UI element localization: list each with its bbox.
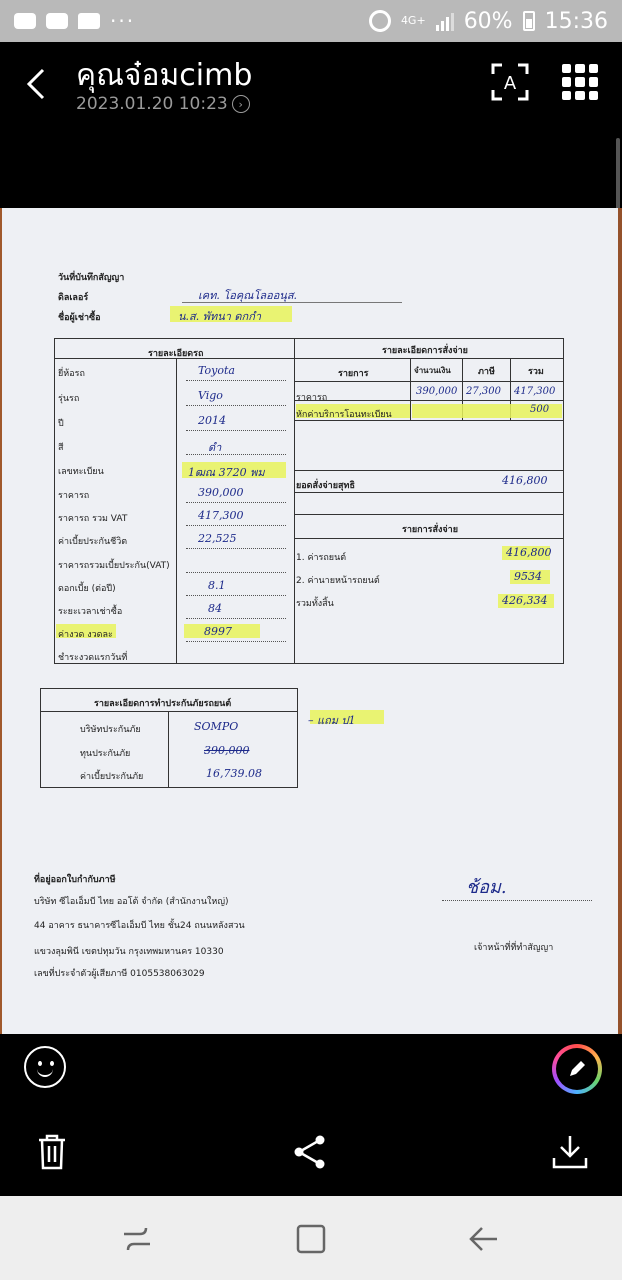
pen-icon	[566, 1058, 588, 1080]
list-item: ปี	[58, 419, 64, 429]
scrollbar[interactable]	[616, 138, 620, 218]
recent-apps-icon	[120, 1222, 154, 1256]
list-item: ค่าเบี้ยประกันภัย	[80, 772, 144, 782]
list-item: เลขทะเบียน	[58, 467, 104, 477]
photo-viewer[interactable]	[0, 128, 622, 1034]
table-cell: ราคารถ	[296, 393, 328, 403]
grid-view-button[interactable]	[562, 64, 598, 100]
table-cell: 390,000	[416, 386, 458, 397]
dealer-value: เคท. โอคุณโลออนุส.	[198, 289, 298, 302]
chevron-left-icon	[25, 67, 47, 101]
officer-label: เจ้าหน้าที่ที่ทำสัญญา	[474, 943, 554, 953]
list-item: ค่างวด งวดละ	[58, 630, 113, 640]
list-item: ราคารถรวมเบี้ยประกัน(VAT)	[58, 561, 170, 571]
payee-list-header: รายการสั่งจ่าย	[402, 525, 458, 535]
text-scan-icon	[490, 62, 530, 102]
timestamp-text: 2023.01.20 10:23	[76, 94, 228, 114]
list-item: ยี่ห้อรถ	[58, 369, 85, 379]
column-header: รายการ	[338, 369, 369, 379]
download-button[interactable]	[550, 1132, 590, 1172]
issuer-line: บริษัท ซีไอเอ็มบี ไทย ออโต้ จำกัด (สำนักงานใหญ่)	[34, 897, 229, 907]
buyer-value: น.ส. พัทนา ดกกำ	[178, 310, 262, 323]
contract-date-label: วันที่บันทึกสัญญา	[58, 273, 125, 283]
share-icon	[292, 1134, 328, 1170]
overflow-indicator: ···	[110, 9, 136, 33]
signal-icon	[436, 11, 454, 31]
net-payment-value: 416,800	[502, 474, 548, 487]
pen-button[interactable]	[552, 1044, 602, 1094]
back-nav-button[interactable]	[466, 1222, 500, 1256]
dealer-label: ดิลเลอร์	[58, 293, 89, 303]
car-details-header: รายละเอียดรถ	[148, 349, 204, 359]
action-bar	[0, 1104, 622, 1196]
signature: ช้อม.	[466, 877, 507, 898]
list-item: ราคารถ	[58, 491, 90, 501]
clock: 15:36	[544, 8, 608, 34]
line-icon	[14, 13, 36, 29]
recent-apps-button[interactable]	[120, 1222, 154, 1256]
battery-percent: 60%	[463, 8, 513, 34]
page-title: คุณจ๋อมcimb	[76, 58, 253, 93]
system-navigation-bar	[0, 1196, 622, 1280]
list-item: 2. ค่านายหน้ารถยนต์	[296, 576, 380, 586]
chevron-right-icon: ›	[232, 95, 250, 113]
status-bar	[0, 0, 622, 42]
insurance-header: รายละเอียดการทำประกันภัยรถยนต์	[94, 699, 232, 709]
buyer-label: ชื่อผู้เช่าซื้อ	[58, 313, 101, 323]
issuer-line: เลขที่ประจำตัวผู้เสียภาษี 0105538063029	[34, 969, 205, 979]
app-bar	[0, 42, 622, 128]
list-item: สี	[58, 443, 64, 453]
issuer-heading: ที่อยู่ออกใบกำกับภาษี	[34, 875, 116, 885]
issuer-line: 44 อาคาร ธนาคารซีไอเอ็มบี ไทย ชั้น24 ถนนหลังสวน	[34, 921, 245, 931]
back-arrow-icon	[466, 1222, 500, 1256]
battery-icon	[523, 11, 535, 31]
list-item: ดอกเบี้ย (ต่อปี)	[58, 584, 116, 594]
column-header: จำนวนเงิน	[414, 366, 451, 375]
home-button[interactable]	[294, 1222, 328, 1256]
text-recognition-button[interactable]	[490, 62, 530, 102]
list-item: ค่าเบี้ยประกันชีวิต	[58, 537, 128, 547]
timestamp[interactable]	[76, 94, 250, 114]
payment-details-header: รายละเอียดการสั่งจ่าย	[382, 346, 468, 356]
insurance-note: – แถม ป1	[308, 714, 356, 727]
net-payment-label: ยอดสั่งจ่ายสุทธิ	[296, 481, 355, 491]
list-item: ราคารถ รวม VAT	[58, 514, 128, 524]
home-icon	[294, 1222, 328, 1256]
column-header: ภาษี	[478, 367, 495, 377]
table-cell: 417,300	[514, 386, 556, 397]
download-icon	[551, 1134, 589, 1170]
table-cell: 27,300	[466, 386, 501, 397]
list-item: ชำระงวดแรกวันที่	[58, 653, 128, 663]
svg-text:A: A	[503, 73, 517, 94]
alarm-icon	[369, 10, 391, 32]
list-item: 1. ค่ารถยนต์	[296, 553, 347, 563]
message-icon	[78, 13, 100, 29]
table-cell: หักค่าบริการโอนทะเบียน	[296, 410, 392, 420]
table-cell: 500	[530, 404, 550, 415]
list-item: รวมทั้งสิ้น	[296, 599, 334, 609]
edit-toolbar	[0, 1034, 622, 1104]
list-item: รุ่นรถ	[58, 394, 80, 404]
trash-icon	[36, 1133, 68, 1171]
list-item: ทุนประกันภัย	[80, 749, 131, 759]
network-type: 4G+	[400, 14, 426, 27]
emoji-icon[interactable]	[24, 1046, 66, 1088]
back-button[interactable]	[18, 64, 54, 104]
list-item: บริษัทประกันภัย	[80, 725, 141, 735]
column-header: รวม	[528, 367, 544, 377]
list-item: ระยะเวลาเช่าซื้อ	[58, 607, 123, 617]
share-button[interactable]	[290, 1132, 330, 1172]
youtube-icon	[46, 13, 68, 29]
document-image: วันที่บันทึกสัญญา ดิลเลอร์ ชื่อผู้เช่าซื้อ เคท. โอคุณโลออนุส. น.ส. พัทนา ดกกำ รายละเอียดรถ รายละเอียดการสั่งจ่าย ยี่ห้อรถ Toyota รุ่นรถ Vigo ปี 2014 สี ดำ เลขทะเบียน 1ฒณ 3720 พม ราคารถ 390,000 ราคารถ รวม VAT 417,300 ค่าเบี้ยประกันชีวิต 22,525 ราคารถรวมเบี้ยประกัน(VAT) ดอกเบี้ย (ต่อปี) 8.1 ระยะเวลาเช่าซื้อ 84 ค่างวด งวดละ 8997 ชำระงวดแรกวันที่ รายการ จำนวนเงิน ภาษี รวม ราคารถ 390,000 27,300 417,300 หักค่าบริการโอนทะเบียน 500 ยอดสั่งจ่ายสุทธิ 416,800 รายการสั่งจ่าย 1. ค่ารถยนต์ 416,800 2. ค่านายหน้ารถยนต์ 9534 รวมทั้งสิ้น 426,334 รายละเอียดการทำประกันภัยรถยนต์ บริษัทประกันภัย SOMPO ทุนประกันภัย 390,000 ค่าเบี้ยประกันภัย 16,739.08 – แถม ป1 ที่อยู่ออกใบกำกับภาษี บริษัท ซีไอเอ็มบี ไทย ออโต้ จำกัด (สำนักงานใหญ่) 44 อาคาร ธนาคารซีไอเอ็มบี ไทย ชั้น24 ถนนหลังสวน แขวงลุมพินี เขตปทุมวัน กรุงเทพมหานคร 10330 เลขที่ประจำตัวผู้เสียภาษี 0105538063029 ช้อม. เจ้าหน้าที่ที่ทำสัญญา	[2, 208, 618, 1034]
delete-button[interactable]	[32, 1132, 72, 1172]
issuer-line: แขวงลุมพินี เขตปทุมวัน กรุงเทพมหานคร 10330	[34, 947, 224, 957]
